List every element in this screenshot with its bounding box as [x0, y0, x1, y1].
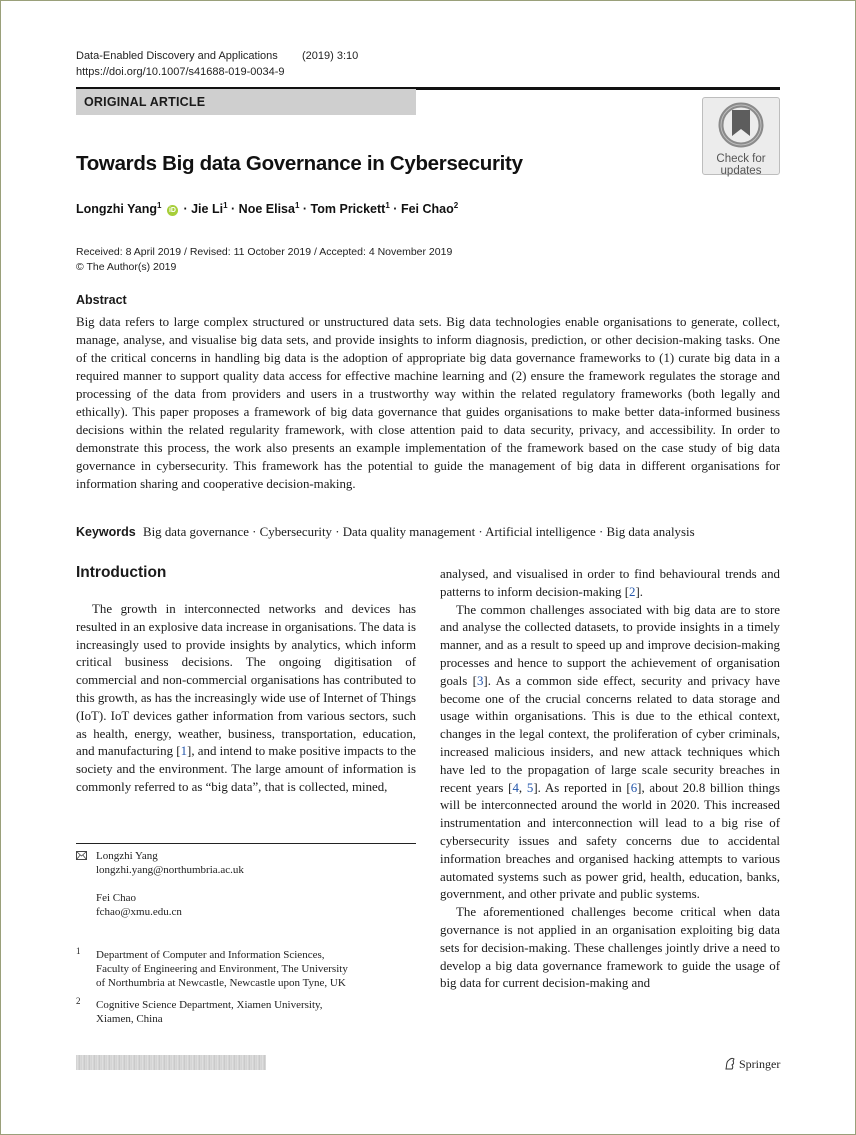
- author-separator: ·: [302, 202, 308, 217]
- paper-title: Towards Big data Governance in Cybersecurity: [76, 152, 523, 175]
- text-run: The common challenges associated with big data are to store and analyse the collected datasets, to provide insights in a timely manner, and as a result to speed up and improve decision-making processes and hence to support the achievement of organisation goals [: [440, 602, 780, 688]
- copyright: © The Author(s) 2019: [76, 261, 177, 273]
- article-dates: Received: 8 April 2019 / Revised: 11 October 2019 / Accepted: 4 November 2019: [76, 246, 453, 258]
- author-name: Tom Prickett: [310, 202, 386, 217]
- author-affiliation: 1: [385, 201, 390, 210]
- keywords-heading: Keywords: [76, 525, 136, 539]
- author-separator: ·: [393, 202, 398, 217]
- footnote-rule: [76, 843, 416, 844]
- text-run: analysed, and visualised in order to find behavioural trends and patterns to inform decision-making [: [440, 567, 780, 599]
- journal-name: Data-Enabled Discovery and Applications: [76, 50, 278, 62]
- author-affiliation: 1: [157, 201, 162, 210]
- author-separator: ·: [183, 202, 188, 217]
- contact-name: Longzhi Yang: [96, 850, 158, 862]
- springer-horse-icon: [724, 1057, 736, 1070]
- intro-paragraph: [76, 601, 416, 797]
- check-updates-line2: updates: [720, 165, 762, 177]
- author-name: Longzhi Yang: [76, 202, 158, 217]
- intro-paragraph: [440, 566, 780, 602]
- author-affiliation: 1: [294, 201, 300, 210]
- bookmark-icon: [717, 102, 765, 148]
- doi-link[interactable]: https://doi.org/10.1007/s41688-019-0034-9: [76, 66, 285, 78]
- orcid-icon[interactable]: iD: [168, 207, 176, 215]
- affiliation-line: Department of Computer and Information Sciences,: [96, 949, 325, 961]
- check-for-updates-button[interactable]: [702, 97, 780, 175]
- footer-bar: [76, 1055, 266, 1070]
- intro-paragraph: The aforementioned challenges become critical when data governance is not applied in an organisation exploiting big data sets for decision-making. These challenges jointly drive a need to develop a big data governance framework to guide the usage of big data for current decision-making and: [440, 905, 780, 991]
- publisher-logo: [724, 1057, 780, 1072]
- author-affiliation: 2: [453, 201, 459, 210]
- affiliation-line: of Northumbria at Newcastle, Newcastle upon Tyne, UK: [96, 977, 346, 989]
- affiliation-line: Xiamen, China: [96, 1013, 163, 1025]
- affiliation-line: Cognitive Science Department, Xiamen University,: [96, 999, 323, 1011]
- intro-paragraph: [440, 602, 780, 905]
- envelope-icon: [76, 851, 87, 860]
- citation-link[interactable]: 2: [629, 584, 636, 599]
- check-updates-line1: Check for: [716, 153, 766, 165]
- author-separator: ·: [231, 202, 236, 217]
- contact-email[interactable]: fchao@xmu.edu.cn: [96, 906, 182, 918]
- citation-link[interactable]: 1: [180, 744, 188, 759]
- text-run: ], about 20.8 billion things will be interconnected around the world in 2020. This increased instrumentation and interconnection will lead to a big rise of cybersecurity issues and safety concerns due to accidental information breaches and organised hacking attempts to various automated systems such as power grid, health, education, banks, government, and other private and public systems.: [440, 780, 781, 902]
- text-run: ], and intend to make positive impacts to the society and the environment. The large amount of information is commonly referred to as “big data”, that is collected, mined,: [76, 744, 416, 794]
- text-run: ]. As reported in [: [533, 780, 631, 795]
- author-affiliation: 1: [223, 201, 228, 210]
- abstract-text: Big data refers to large complex structured or unstructured data sets. Big data technologies enable organisations to generate, collect, manage, analyse, and visualise big data sets, and provide insights to inform diagnosis, prediction, or other decision-making tasks. One of the critical concerns in handling big data is the adoption of appropriate big data governance frameworks to (1) curate big data in a required manner to support quality data access for effective machine learning and (2) ensure the framework regulates the storage and processing of the data from providers and users in a trustworthy way within the related regulatory frameworks (both legally and ethically). This paper proposes a framework of big data governance that guides organisations to make better data-informed business decisions within the related regularity framework, with close attention paid to data security, privacy, and accessibility. In order to demonstrate this process, the work also presents an example implementation of the framework based on the case study of big data governance in cybersecurity. This framework has the potential to guide the management of big data in different organisations for information sharing and cooperative decision-making.: [76, 315, 780, 491]
- citation-link[interactable]: 3: [476, 673, 484, 688]
- author-name: Jie Li: [191, 202, 224, 217]
- contact-email[interactable]: longzhi.yang@northumbria.ac.uk: [96, 864, 244, 876]
- abstract-heading: Abstract: [76, 293, 127, 307]
- citation-link[interactable]: 6: [630, 780, 638, 795]
- affiliation-line: Faculty of Engineering and Environment, The University: [96, 963, 348, 975]
- affiliation-number: 2: [76, 996, 81, 1006]
- introduction-heading: Introduction: [76, 564, 167, 581]
- article-type-banner: ORIGINAL ARTICLE: [76, 89, 416, 115]
- keywords-list: Big data governance · Cybersecurity · Data quality management · Artificial intelligence · Big data analysis: [142, 525, 695, 539]
- text-run: The growth in interconnected networks and devices has resulted in an explosive data increase in organisations. The data is increasingly used to provide insights by analytics, which inform critical business decisions. The ongoing digitisation of commercial and non-commercial organisations has contributed to this growth, as has the increasingly wide use of Internet of Things (IoT). IoT devices gather information from various sectors, such as health, energy, weather, business, transportation, education, and manufacturing [: [76, 602, 416, 759]
- right-column: [440, 566, 780, 993]
- keywords: [76, 525, 796, 540]
- text-run: ,: [518, 780, 527, 795]
- contact-name: Fei Chao: [96, 892, 137, 904]
- author-name: Noe Elisa: [238, 202, 295, 217]
- text-run: ]. As a common side effect, security and privacy have become one of the crucial concerns related to data storage and usage within organisations. This is due to the ethical context, changes in the legal context, the proliferation of cyber criminals, increased malicious insiders, and new attack techniques which have led to the propagation of large scale security breaches in recent years [: [440, 673, 780, 795]
- citation-link[interactable]: 4: [512, 780, 519, 795]
- author-list: [76, 201, 458, 216]
- affiliation-number: 1: [76, 946, 81, 956]
- left-column: [76, 601, 416, 797]
- text-run: ].: [635, 584, 643, 599]
- citation-link[interactable]: 5: [526, 780, 534, 795]
- author-name: Fei Chao: [400, 202, 454, 217]
- journal-issue: (2019) 3:10: [302, 50, 359, 62]
- publisher-name: Springer: [739, 1057, 781, 1071]
